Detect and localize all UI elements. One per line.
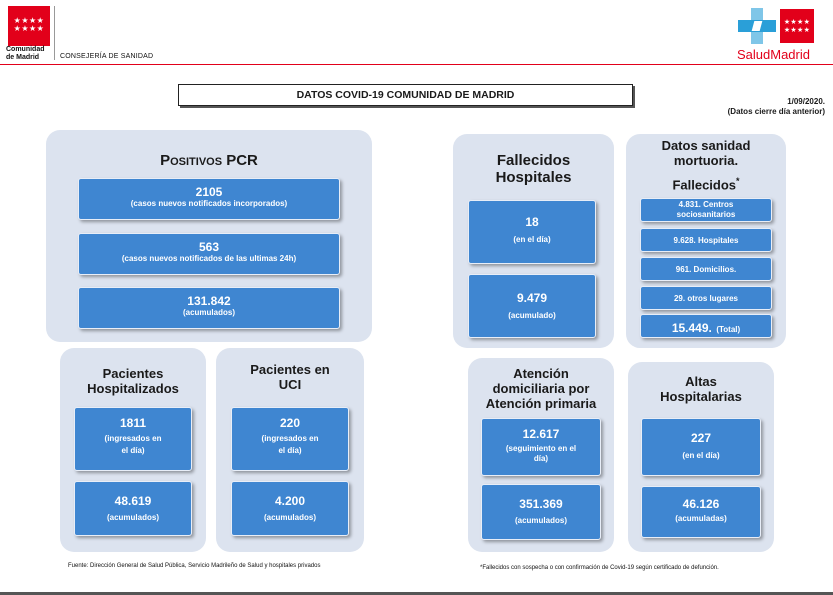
- uci-title-line-1: Pacientes en: [250, 362, 330, 377]
- fallecidos-accumulated-box: [468, 274, 596, 338]
- mortuoria-title-line-2: mortuoria.: [673, 153, 739, 168]
- header-divider: [54, 6, 55, 60]
- mortuoria-panel: [626, 134, 786, 348]
- consejeria-label: CONSEJERÍA DE SANIDAD: [60, 53, 154, 60]
- hospitalizados-day-label-2: el día): [121, 446, 145, 455]
- mortuoria-title-line-3: [626, 174, 786, 192]
- fallecidos-day-box: [468, 200, 596, 264]
- pcr-accumulated-value: 131.842: [187, 294, 231, 308]
- atencion-accumulated-value: 351.369: [519, 497, 563, 511]
- fallecidos-hospitales-title: [453, 152, 614, 186]
- hospitalizados-panel: [60, 348, 206, 552]
- uci-day-value: 220: [279, 416, 301, 430]
- fallecidos-accumulated-value: 9.479: [516, 291, 548, 305]
- flag-stars-top: ★★★★: [783, 19, 811, 26]
- date-note: [728, 97, 825, 117]
- mortuoria-hospitales-label: 9.628. Hospitales: [673, 236, 739, 245]
- pcr-new-24h-label: (casos nuevos notificados de las ultimas 24h): [121, 254, 297, 263]
- salud-madrid-brand: [737, 47, 810, 62]
- atencion-accumulated-label: (acumulados): [514, 516, 567, 525]
- hospitalizados-day-box: [74, 407, 192, 471]
- mortuoria-asterisk: *: [736, 176, 740, 186]
- pcr-accumulated-label: (acumulados): [182, 308, 235, 317]
- fallecidos-footnote: *Fallecidos con sospecha o con confirmación de Covid-19 según certificado de defunción.: [480, 565, 719, 571]
- atencion-day-value: 12.617: [522, 427, 560, 441]
- mortuoria-fallecidos-label: Fallecidos: [672, 177, 737, 193]
- uci-day-box: [231, 407, 349, 471]
- altas-accumulated-label: (acumuladas): [675, 514, 727, 523]
- atencion-title-line-3: Atención primaria: [485, 396, 597, 411]
- mortuoria-otros-label: 29. otros lugares: [673, 294, 739, 303]
- pcr-new-24h-value: 563: [198, 240, 220, 254]
- pcr-title: Positivos PCR: [160, 152, 258, 169]
- hospitalizados-accumulated-box: [74, 481, 192, 536]
- fallecidos-title-line-2: Hospitales: [495, 169, 572, 186]
- source-note: Fuente: Dirección General de Salud Pública, Servicio Madrileño de Salud y hospitales privados: [68, 563, 321, 569]
- altas-day-label: (en el día): [682, 451, 720, 460]
- altas-title: [628, 374, 774, 404]
- logo-text-line-2: de Madrid: [6, 54, 40, 61]
- pcr-panel: [46, 130, 372, 342]
- atencion-title: [468, 366, 614, 411]
- logo-stars-bottom: ★★★★: [13, 24, 45, 33]
- mortuoria-title-line-1: Datos sanidad: [661, 138, 751, 153]
- fallecidos-hospitales-panel: [453, 134, 614, 348]
- fallecidos-day-value: 18: [525, 215, 539, 229]
- mortuoria-sociosanitarios-line-2: sociosanitarios: [676, 210, 736, 219]
- mortuoria-title: [626, 138, 786, 192]
- atencion-accumulated-box: [481, 484, 601, 540]
- mortuoria-domicilios-box: [640, 257, 772, 281]
- hospitalizados-title-line-1: Pacientes: [102, 366, 164, 381]
- atencion-panel: [468, 358, 614, 552]
- hospitalizados-title-line-2: Hospitalizados: [87, 381, 179, 396]
- comunidad-madrid-logo: [8, 6, 50, 46]
- salud-madrid-cross-icon: [738, 8, 776, 44]
- atencion-title-line-2: domiciliaria por: [492, 381, 590, 396]
- mortuoria-otros-box: [640, 286, 772, 310]
- pcr-new-24h-box: [78, 233, 340, 275]
- altas-title-line-1: Altas: [685, 374, 717, 389]
- logo-stars-top: ★★★★: [13, 16, 45, 25]
- uci-accumulated-label: (acumulados): [263, 513, 316, 522]
- uci-day-label-1: (ingresados en: [261, 434, 319, 443]
- comunidad-madrid-logo-text: [6, 46, 45, 62]
- hospitalizados-day-value: 1811: [119, 416, 147, 430]
- fallecidos-title-line-1: Fallecidos: [496, 152, 571, 169]
- mortuoria-total-value: 15.449.: [671, 321, 712, 335]
- pcr-new-incorporated-box: [78, 178, 340, 220]
- report-date: 1/09/2020.: [787, 97, 825, 106]
- hospitalizados-accumulated-value: 48.619: [114, 494, 152, 508]
- flag-stars-bottom: ★★★★: [783, 27, 811, 34]
- hospitalizados-day-label-1: (ingresados en: [104, 434, 162, 443]
- atencion-title-line-1: Atención: [513, 366, 569, 381]
- header-rule: [0, 64, 833, 65]
- atencion-day-label-1: (seguimiento en el: [505, 444, 577, 453]
- altas-day-box: [641, 418, 761, 476]
- uci-title-line-2: UCI: [278, 377, 302, 392]
- altas-accumulated-value: 46.126: [682, 497, 720, 511]
- pcr-new-incorporated-label: (casos nuevos notificados incorporados): [130, 199, 288, 208]
- brand-right: Madrid: [770, 47, 810, 62]
- uci-accumulated-value: 4.200: [274, 494, 306, 508]
- fallecidos-day-label: (en el día): [513, 235, 551, 244]
- uci-day-label-2: el día): [278, 446, 302, 455]
- mortuoria-sociosanitarios-box: [640, 198, 772, 222]
- altas-title-line-2: Hospitalarias: [660, 389, 742, 404]
- salud-madrid-flag-logo: [780, 9, 814, 43]
- logo-text-line-1: Comunidad: [6, 46, 45, 53]
- hospitalizados-title: [60, 366, 206, 396]
- atencion-day-label-2: día): [533, 454, 549, 463]
- report-date-note: (Datos cierre día anterior): [727, 107, 825, 116]
- mortuoria-domicilios-label: 961. Domicilios.: [675, 265, 737, 274]
- uci-title: [216, 362, 364, 392]
- mortuoria-hospitales-box: [640, 228, 772, 252]
- mortuoria-total-box: [640, 314, 772, 338]
- page-title: DATOS COVID-19 COMUNIDAD DE MADRID: [178, 84, 633, 106]
- altas-day-value: 227: [690, 431, 712, 445]
- altas-panel: [628, 362, 774, 552]
- hospitalizados-accumulated-label: (acumulados): [106, 513, 159, 522]
- pcr-accumulated-box: [78, 287, 340, 329]
- fallecidos-accumulated-label: (acumulado): [508, 311, 556, 320]
- pcr-new-incorporated-value: 2105: [195, 185, 223, 199]
- uci-accumulated-box: [231, 481, 349, 536]
- mortuoria-total-label: (Total): [716, 325, 741, 334]
- brand-left: Salud: [737, 47, 771, 62]
- mortuoria-sociosanitarios-line-1: 4.831. Centros: [678, 200, 734, 209]
- altas-accumulated-box: [641, 486, 761, 538]
- uci-panel: [216, 348, 364, 552]
- atencion-day-box: [481, 418, 601, 476]
